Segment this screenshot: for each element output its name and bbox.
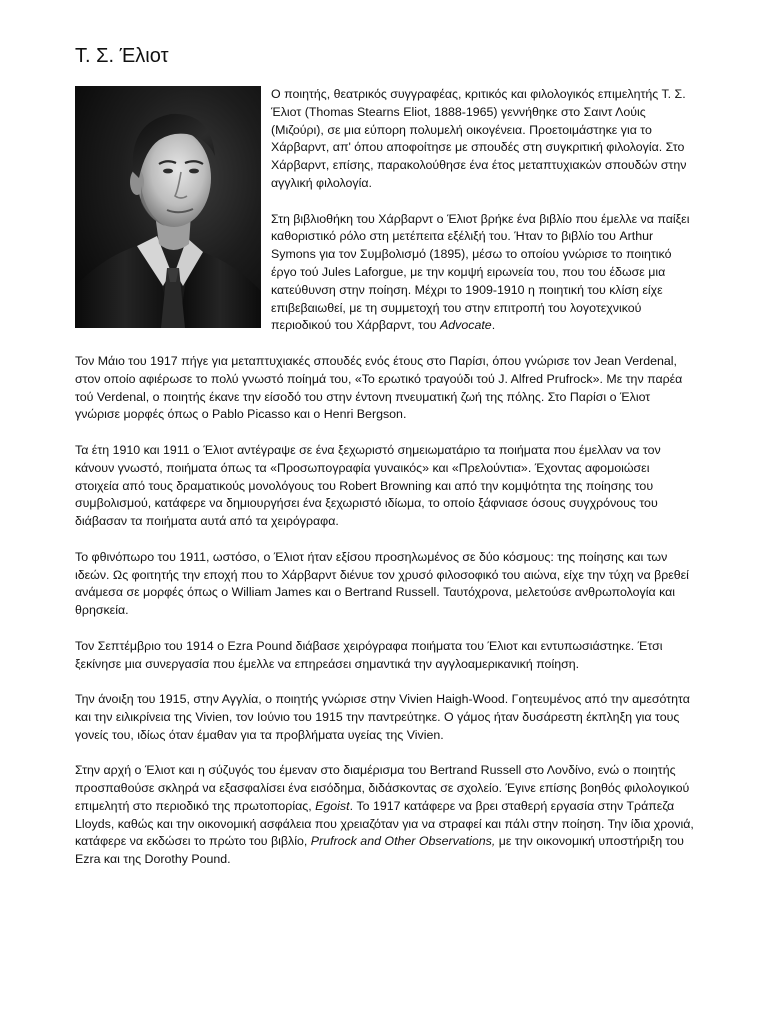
paragraph-6-text: Τον Σεπτέμβριο του 1914 ο Ezra Pound διάβασε χειρόγραφα ποιήματα του Έλιοτ και εντυπωσιάστηκε. Έτσι ξεκίνησε μια συνεργασία που έμελλε να επηρεάσει σημαντικά την αγγλοαμερικανική ποίηση.: [75, 638, 663, 671]
page-title: Τ. Σ. Έλιοτ: [75, 45, 169, 67]
paragraph-5: [75, 549, 695, 620]
paragraph-7-text: Την άνοιξη του 1915, στην Αγγλία, ο ποιητής γνώρισε στην Vivien Haigh-Wood. Γοητευμένος από την αμεσότητα και την ειλικρίνεια της Vivien, τον Ιούνιο του 1915 την παντρεύτηκε. Ο γάμος ήταν δυσάρεστη έκπληξη για τους γονείς του, ιδίως όταν έμαθαν για τα προβλήματα υγείας της Vivien.: [75, 692, 690, 742]
egoist-journal-title: Egoist: [315, 798, 350, 813]
paragraph-8: [75, 762, 695, 869]
paragraph-3: [75, 353, 695, 424]
paragraph-1-text: Ο ποιητής, θεατρικός συγγραφέας, κριτικός και φιλολογικός επιμελητής Τ. Σ. Έλιοτ (Thomas Stearns Eliot, 1888-1965) γεννήθηκε στο Σαιντ Λούις (Μιζούρι), σε μια εύπορη πολυμελή οικογένεια. Προετοιμάστηκε για το Χάρβαρντ, απ' όπου αποφοίτησε με σπουδές στη συγκριτική φιλολογία. Στο Χάρβαρντ, επίσης, παρακολούθησε ένα έτος μεταπτυχιακών σπουδών στην αγγλική φιλολογία.: [271, 87, 687, 190]
paragraph-7: [75, 691, 695, 744]
paragraph-8-text-b: . Το 1917 κατάφερε να βρει σταθερή εργασία στην Τράπεζα Lloyds, καθώς και την οικονομική ασφάλεια που χρειαζόταν για να στραφεί και πάλι στην ποίηση. Την ίδια χρονιά, κατάφερε να εκδώσει το πρώτο του βιβλίο,: [75, 798, 694, 849]
paragraph-2-end: .: [491, 318, 496, 333]
paragraph-3-text: Τον Μάιο του 1917 πήγε για μεταπτυχιακές σπουδές ενός έτους στο Παρίσι, όπου γνώρισε τον Jean Verdenal, στον οποίο αφιέρωσε το πολύ γνωστό ποίημά του, «Το ερωτικό τραγούδι τού J. Alfred Prufrock». Με την παρέα τού Verdenal, ο ποιητής έκανε την είσοδό του στην έντονη πνευματική ζωή της πόλης. Στο Παρίσι ο Έλιοτ γνώρισε μορφές όπως ο Pablo Picasso και ο Henri Bergson.: [75, 353, 683, 422]
paragraph-4: [75, 442, 695, 531]
author-portrait: [75, 86, 261, 328]
advocate-journal-title: Advocate: [440, 318, 492, 333]
paragraph-5-text: Το φθινόπωρο του 1911, ωστόσο, ο Έλιοτ ήταν εξίσου προσηλωμένος σε δύο κόσμους: της ποίησης και των ιδεών. Ως φοιτητής την εποχή που το Χάρβαρντ διένυε τον χρυσό φιλοσοφικό του αιώνα, είχε την τύχη να βρεθεί ανάμεσα σε μορφές όπως ο William James και ο Bertrand Russell. Ταυτόχρονα, μελετούσε ανθρωπολογία και θρησκεία.: [75, 549, 689, 618]
prufrock-book-title: Prufrock and Other Observations,: [310, 834, 496, 849]
paragraph-6: [75, 638, 695, 674]
paragraph-4-text: Τα έτη 1910 και 1911 ο Έλιοτ αντέγραψε σε ένα ξεχωριστό σημειωματάριο τα ποιήματα που έμελλαν να τον κάνουν γνωστό, ποιήματα όπως τα «Προσωπογραφία γυναικός» και «Πρελούντια». Έχοντας αφομοιώσει στοιχεία από τους δραματικούς μονολόγους του Robert Browning και από την κομψότητα της ποίησης του συμβολισμού, κατάφερε να δημιουργήσει ένα ξεχωριστό ιδίωμα, το οποίο ξάφνιασε όσους συγχρόνους του διάβασαν τα ποιήματα αυτά από τα χειρόγραφα.: [75, 442, 661, 529]
paragraph-2-text: Στη βιβλιοθήκη του Χάρβαρντ ο Έλιοτ βρήκε ένα βιβλίο που έμελλε να παίξει καθοριστικό ρόλο στη μετέπειτα εξέλιξή του. Ήταν το βιβλίο του Arthur Symons για τον Συμβολισμό (1895), μέσω το οποίου γνώρισε το ποιητικό έργο τού Jules Laforgue, με την κομψή ειρωνεία του, που του έδωσε μια κατεύθυνση στην ποίηση. Μέχρι το 1909-1910 η ποιητική του κλίση είχε επιβεβαιωθεί, με τη συμμετοχή του στην επιτροπή του λογοτεχνικού περιοδικού του Χάρβαρντ, του: [271, 211, 690, 333]
article-body: [75, 86, 695, 869]
paragraph-8-text-c: με την οικονομική υποστήριξη του Ezra και της Dorothy Pound.: [75, 834, 684, 867]
paragraph-8-text-a: Στην αρχή ο Έλιοτ και η σύζυγός του έμεναν στο διαμέρισμα του Bertrand Russell στο Λονδίνο, ενώ ο ποιητής προσπαθούσε σκληρά να εξασφαλίσει ένα εισόδημα, διδάσκοντας σε σχολείο. Έγινε επίσης βοηθός φιλολογικού επιμελητή στο περιοδικό της πρωτοπορίας,: [75, 763, 690, 813]
